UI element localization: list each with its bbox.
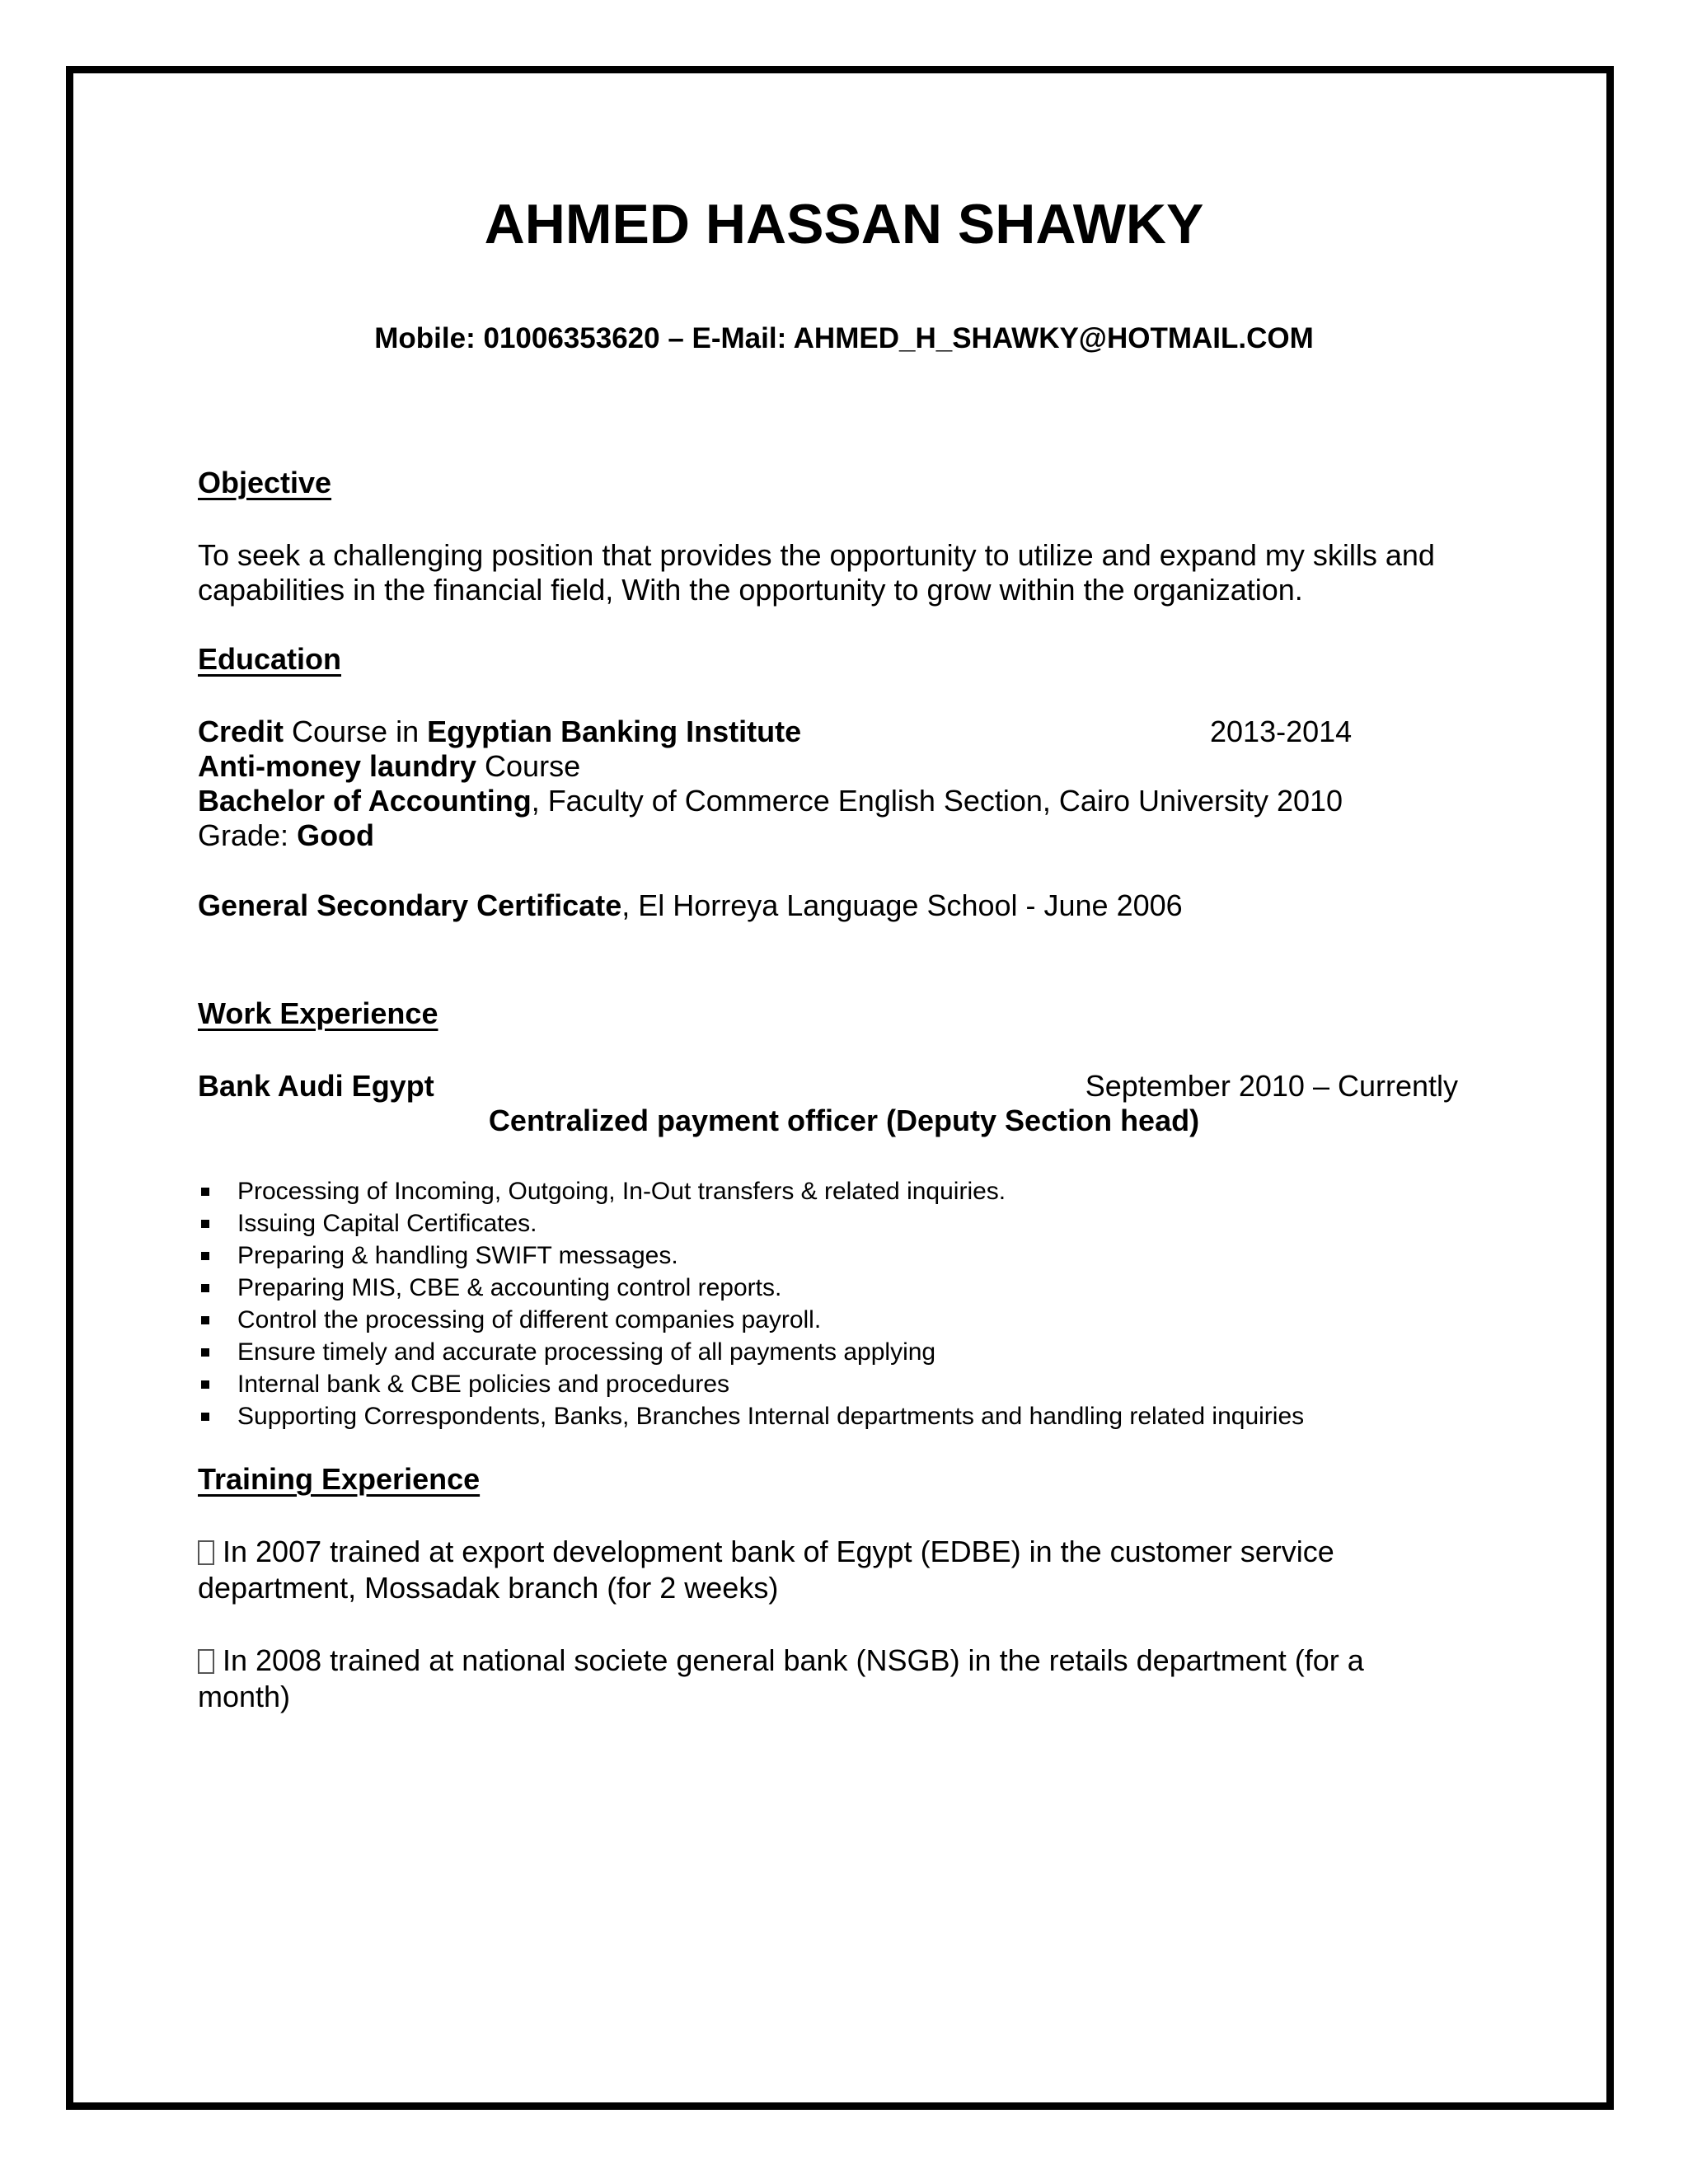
- grade-value: Good: [297, 818, 375, 852]
- bachelor-text: , Faculty of Commerce English Section, Cairo University 2010: [531, 784, 1343, 818]
- education-aml-course: [198, 748, 580, 785]
- duty-item: Supporting Correspondents, Banks, Branches Internal departments and handling related inquiries: [201, 1400, 1304, 1432]
- grade-label: Grade:: [198, 818, 298, 852]
- bullet-square-icon: [201, 1284, 209, 1292]
- education-credit-course: [198, 714, 801, 750]
- objective-line-1: To seek a challenging position that provides the opportunity to utilize and expand my skills and: [198, 538, 1435, 572]
- training-item-2-line-1: In 2008 trained at national societe general bank (NSGB) in the retails department (for a: [198, 1643, 1364, 1679]
- bullet-square-icon: [201, 1316, 209, 1324]
- duty-item: Internal bank & CBE policies and procedures: [201, 1368, 1304, 1400]
- duty-item: Processing of Incoming, Outgoing, In-Out transfers & related inquiries.: [201, 1175, 1304, 1207]
- duty-item: Ensure timely and accurate processing of all payments applying: [201, 1336, 1304, 1368]
- education-bachelor: [198, 783, 1343, 819]
- training-heading: Training Experience: [198, 1462, 481, 1496]
- aml-label: Anti-money laundry: [198, 749, 477, 783]
- objective-line-2: capabilities in the financial field, With the opportunity to grow within the organization.: [198, 573, 1303, 607]
- secondary-label: General Secondary Certificate: [198, 888, 622, 922]
- secondary-text: , El Horreya Language School - June 2006: [621, 888, 1183, 922]
- training-item-1-line-2: department, Mossadak branch (for 2 weeks): [198, 1571, 779, 1605]
- bullet-square-icon: [201, 1380, 209, 1389]
- credit-institute: Egyptian Banking Institute: [427, 715, 802, 748]
- missing-glyph-icon: [198, 1540, 214, 1565]
- education-heading: Education: [198, 642, 342, 676]
- bachelor-label: Bachelor of Accounting: [198, 784, 532, 818]
- employer-name: Bank Audi Egypt: [198, 1069, 434, 1103]
- work-heading: Work Experience: [198, 996, 438, 1030]
- candidate-name: AHMED HASSAN SHAWKY: [484, 193, 1204, 255]
- credit-year: 2013-2014: [1210, 715, 1353, 748]
- aml-text: Course: [476, 749, 581, 783]
- education-secondary: [198, 888, 1183, 924]
- contact-line: Mobile: 01006353620 – E-Mail: AHMED_H_SHAWKY@HOTMAIL.COM: [374, 322, 1314, 354]
- duty-item: Preparing & handling SWIFT messages.: [201, 1240, 1304, 1272]
- credit-label: Credit: [198, 715, 284, 748]
- bullet-square-icon: [201, 1252, 209, 1260]
- duty-item: Issuing Capital Certificates.: [201, 1207, 1304, 1240]
- credit-text: Course in: [284, 715, 428, 748]
- bullet-square-icon: [201, 1413, 209, 1421]
- bullet-square-icon: [201, 1220, 209, 1228]
- employment-period: September 2010 – Currently: [1085, 1069, 1458, 1103]
- duty-item: Control the processing of different companies payroll.: [201, 1304, 1304, 1336]
- objective-heading: Objective: [198, 466, 332, 499]
- missing-glyph-icon: [198, 1649, 214, 1674]
- training-item-1-line-1: In 2007 trained at export development bank of Egypt (EDBE) in the customer service: [198, 1534, 1334, 1570]
- training-item-2-line-2: month): [198, 1680, 291, 1713]
- duties-list: [201, 1175, 1304, 1432]
- bullet-square-icon: [201, 1188, 209, 1196]
- bullet-square-icon: [201, 1348, 209, 1357]
- job-title: Centralized payment officer (Deputy Section head): [488, 1104, 1200, 1137]
- education-grade: [198, 818, 374, 854]
- duty-item: Preparing MIS, CBE & accounting control reports.: [201, 1272, 1304, 1304]
